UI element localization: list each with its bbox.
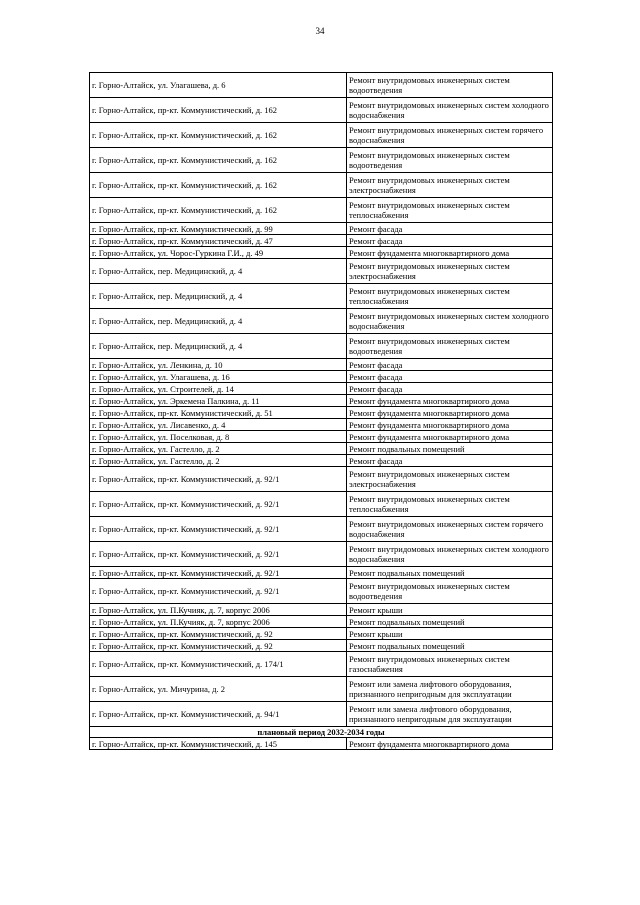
table-row	[90, 702, 553, 727]
table-row	[90, 604, 553, 616]
address-cell: г. Горно-Алтайск, пр-кт. Коммунистический, д. 92/1	[90, 542, 347, 567]
address-cell: г. Горно-Алтайск, пр-кт. Коммунистический, д. 162	[90, 173, 347, 198]
address-cell: г. Горно-Алтайск, пр-кт. Коммунистический, д. 92/1	[90, 492, 347, 517]
table-row	[90, 198, 553, 223]
work-type-cell: Ремонт подвальных помещений	[347, 443, 553, 455]
address-cell: г. Горно-Алтайск, ул. Улагашева, д. 16	[90, 371, 347, 383]
table-row	[90, 223, 553, 235]
period-heading: плановый период 2032-2034 годы	[90, 727, 553, 738]
address-cell: г. Горно-Алтайск, пр-кт. Коммунистический, д. 162	[90, 148, 347, 173]
work-type-cell: Ремонт внутридомовых инженерных систем водоотведения	[347, 148, 553, 173]
work-type-cell: Ремонт подвальных помещений	[347, 640, 553, 652]
address-cell: г. Горно-Алтайск, пр-кт. Коммунистический, д. 162	[90, 198, 347, 223]
address-cell: г. Горно-Алтайск, пр-кт. Коммунистический, д. 99	[90, 223, 347, 235]
address-cell: г. Горно-Алтайск, пр-кт. Коммунистический, д. 51	[90, 407, 347, 419]
address-cell: г. Горно-Алтайск, ул. Мичурина, д. 2	[90, 677, 347, 702]
work-type-cell: Ремонт крыши	[347, 604, 553, 616]
address-cell: г. Горно-Алтайск, пер. Медицинский, д. 4	[90, 284, 347, 309]
work-type-cell: Ремонт подвальных помещений	[347, 616, 553, 628]
address-cell: г. Горно-Алтайск, пр-кт. Коммунистический, д. 92/1	[90, 517, 347, 542]
work-type-cell: Ремонт внутридомовых инженерных систем теплоснабжения	[347, 284, 553, 309]
table-row	[90, 407, 553, 419]
work-type-cell: Ремонт фундамента многоквартирного дома	[347, 247, 553, 259]
address-cell: г. Горно-Алтайск, пр-кт. Коммунистический, д. 47	[90, 235, 347, 247]
table-row	[90, 259, 553, 284]
table-row	[90, 579, 553, 604]
work-type-cell: Ремонт фасада	[347, 223, 553, 235]
work-type-cell: Ремонт внутридомовых инженерных систем водоотведения	[347, 73, 553, 98]
address-cell: г. Горно-Алтайск, ул. Гастелло, д. 2	[90, 443, 347, 455]
table-row	[90, 247, 553, 259]
table-row	[90, 235, 553, 247]
work-type-cell: Ремонт фундамента многоквартирного дома	[347, 395, 553, 407]
work-type-cell: Ремонт внутридомовых инженерных систем холодного водоснабжения	[347, 98, 553, 123]
address-cell: г. Горно-Алтайск, пр-кт. Коммунистический, д. 92/1	[90, 467, 347, 492]
work-type-cell: Ремонт внутридомовых инженерных систем электроснабжения	[347, 259, 553, 284]
work-type-cell: Ремонт фасада	[347, 371, 553, 383]
address-cell: г. Горно-Алтайск, пр-кт. Коммунистический, д. 162	[90, 98, 347, 123]
address-cell: г. Горно-Алтайск, пр-кт. Коммунистический, д. 145	[90, 738, 347, 750]
table-row	[90, 98, 553, 123]
table-row	[90, 173, 553, 198]
address-cell: г. Горно-Алтайск, пер. Медицинский, д. 4	[90, 334, 347, 359]
table-row	[90, 542, 553, 567]
work-type-cell: Ремонт или замена лифтового оборудования, признанного непригодным для эксплуатации	[347, 677, 553, 702]
table-row	[90, 738, 553, 750]
table-row	[90, 395, 553, 407]
table-row	[90, 443, 553, 455]
address-cell: г. Горно-Алтайск, пер. Медицинский, д. 4	[90, 309, 347, 334]
address-cell: г. Горно-Алтайск, пер. Медицинский, д. 4	[90, 259, 347, 284]
work-type-cell: Ремонт внутридомовых инженерных систем электроснабжения	[347, 467, 553, 492]
table-row	[90, 455, 553, 467]
table-row	[90, 334, 553, 359]
address-cell: г. Горно-Алтайск, ул. П.Кучияк, д. 7, корпус 2006	[90, 604, 347, 616]
table-row	[90, 371, 553, 383]
table-row	[90, 616, 553, 628]
address-cell: г. Горно-Алтайск, пр-кт. Коммунистический, д. 92	[90, 640, 347, 652]
period-heading-row	[90, 727, 553, 738]
address-cell: г. Горно-Алтайск, ул. Гастелло, д. 2	[90, 455, 347, 467]
table-row	[90, 652, 553, 677]
address-cell: г. Горно-Алтайск, ул. Чорос-Гуркина Г.И., д. 49	[90, 247, 347, 259]
address-cell: г. Горно-Алтайск, ул. П.Кучияк, д. 7, корпус 2006	[90, 616, 347, 628]
table-row	[90, 123, 553, 148]
address-cell: г. Горно-Алтайск, пр-кт. Коммунистический, д. 94/1	[90, 702, 347, 727]
work-type-cell: Ремонт фасада	[347, 455, 553, 467]
table-row	[90, 467, 553, 492]
work-type-cell: Ремонт внутридомовых инженерных систем водоотведения	[347, 579, 553, 604]
table-row	[90, 148, 553, 173]
work-type-cell: Ремонт внутридомовых инженерных систем водоотведения	[347, 334, 553, 359]
address-cell: г. Горно-Алтайск, пр-кт. Коммунистический, д. 92/1	[90, 579, 347, 604]
table-row	[90, 73, 553, 98]
work-type-cell: Ремонт внутридомовых инженерных систем горячего водоснабжения	[347, 517, 553, 542]
address-cell: г. Горно-Алтайск, пр-кт. Коммунистический, д. 92/1	[90, 567, 347, 579]
table-row	[90, 309, 553, 334]
work-type-cell: Ремонт внутридомовых инженерных систем газоснабжения	[347, 652, 553, 677]
table-row	[90, 628, 553, 640]
address-cell: г. Горно-Алтайск, пр-кт. Коммунистический, д. 162	[90, 123, 347, 148]
address-cell: г. Горно-Алтайск, пр-кт. Коммунистический, д. 174/1	[90, 652, 347, 677]
work-type-cell: Ремонт фундамента многоквартирного дома	[347, 431, 553, 443]
work-type-cell: Ремонт внутридомовых инженерных систем теплоснабжения	[347, 198, 553, 223]
address-cell: г. Горно-Алтайск, ул. Эркемена Палкина, д. 11	[90, 395, 347, 407]
table-row	[90, 419, 553, 431]
table-row	[90, 567, 553, 579]
table-row	[90, 431, 553, 443]
work-type-cell: Ремонт фасада	[347, 235, 553, 247]
work-type-cell: Ремонт внутридомовых инженерных систем холодного водоснабжения	[347, 309, 553, 334]
work-type-cell: Ремонт фундамента многоквартирного дома	[347, 738, 553, 750]
work-type-cell: Ремонт фундамента многоквартирного дома	[347, 407, 553, 419]
address-cell: г. Горно-Алтайск, ул. Строителей, д. 14	[90, 383, 347, 395]
work-type-cell: Ремонт фасада	[347, 359, 553, 371]
address-cell: г. Горно-Алтайск, пр-кт. Коммунистический, д. 92	[90, 628, 347, 640]
work-type-cell: Ремонт внутридомовых инженерных систем горячего водоснабжения	[347, 123, 553, 148]
work-type-cell: Ремонт фундамента многоквартирного дома	[347, 419, 553, 431]
table-row	[90, 517, 553, 542]
work-type-cell: Ремонт внутридомовых инженерных систем теплоснабжения	[347, 492, 553, 517]
page-number: 34	[315, 26, 325, 36]
table-row	[90, 284, 553, 309]
capital-repair-table	[89, 72, 553, 750]
work-type-cell: Ремонт или замена лифтового оборудования, признанного непригодным для эксплуатации	[347, 702, 553, 727]
address-cell: г. Горно-Алтайск, ул. Лисавенко, д. 4	[90, 419, 347, 431]
work-type-cell: Ремонт фасада	[347, 383, 553, 395]
work-type-cell: Ремонт подвальных помещений	[347, 567, 553, 579]
table-row	[90, 359, 553, 371]
work-type-cell: Ремонт внутридомовых инженерных систем холодного водоснабжения	[347, 542, 553, 567]
work-type-cell: Ремонт крыши	[347, 628, 553, 640]
work-type-cell: Ремонт внутридомовых инженерных систем электроснабжения	[347, 173, 553, 198]
table-row	[90, 383, 553, 395]
address-cell: г. Горно-Алтайск, ул. Улагашева, д. 6	[90, 73, 347, 98]
table-row	[90, 492, 553, 517]
address-cell: г. Горно-Алтайск, ул. Поселковая, д. 8	[90, 431, 347, 443]
address-cell: г. Горно-Алтайск, ул. Ленкина, д. 10	[90, 359, 347, 371]
table-row	[90, 640, 553, 652]
table-row	[90, 677, 553, 702]
